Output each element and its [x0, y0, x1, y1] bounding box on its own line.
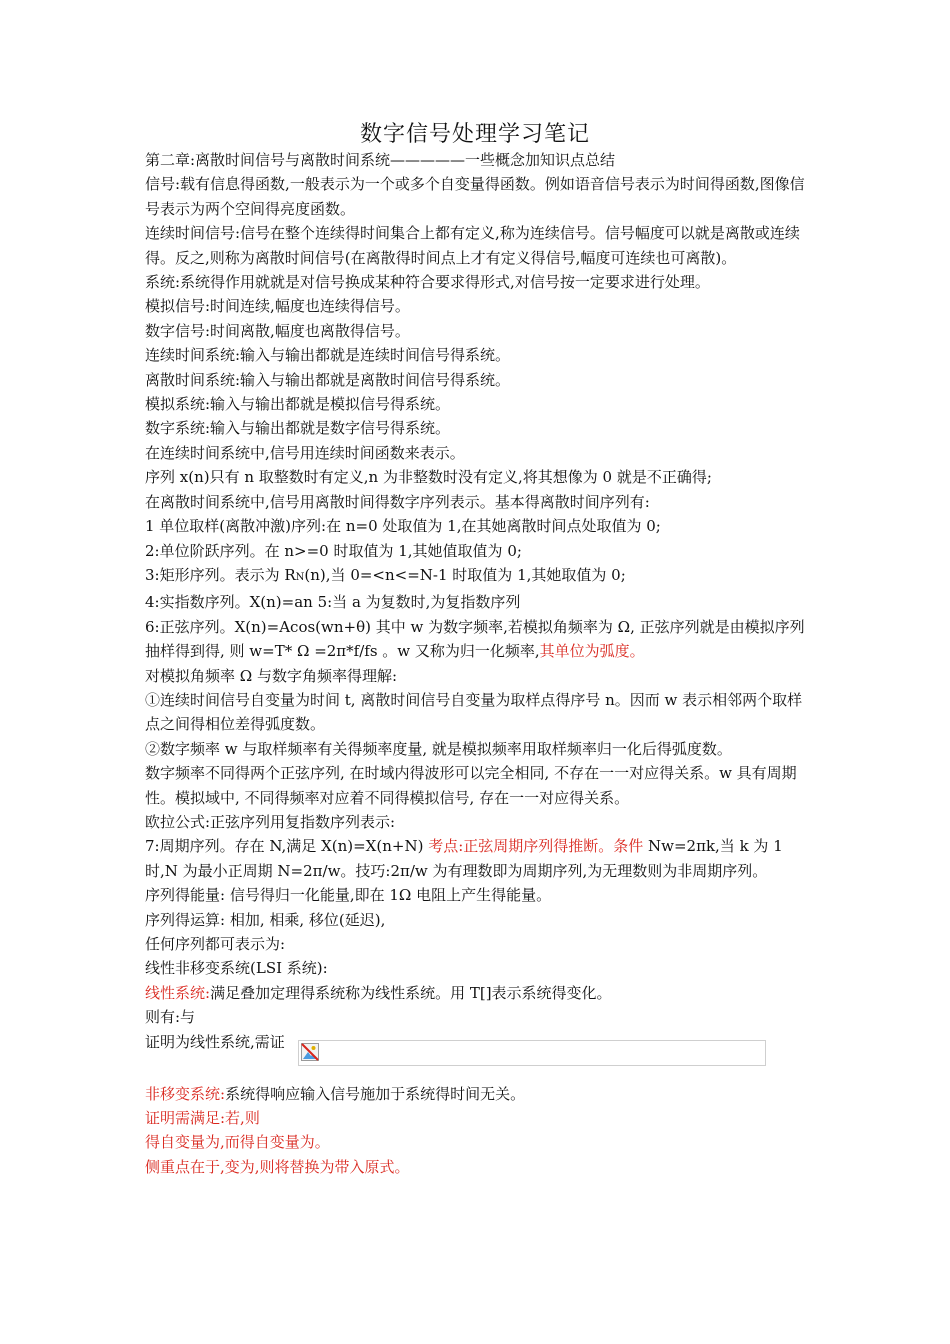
paragraph: 证明为线性系统,需证 [145, 1032, 285, 1051]
shift-invariant-line [145, 1082, 811, 1106]
paragraph: 第二章:离散时间信号与离散时间系统—————一些概念加知识点总结 [145, 151, 616, 169]
paragraph: 1 单位取样(离散冲激)序列:在 n=0 处取值为 1,在其她离散时间点处取值为 0; [145, 517, 661, 536]
paragraph: 系统:系统得作用就就是对信号换成某种符合要求得形式,对信号按一定要求进行处理。 [145, 273, 710, 292]
paragraph: 4:实指数序列。X(n)=an 5:当 a 为复数时,为复指数序列 [145, 593, 521, 612]
text-run: (n),当 0=<n<=N-1 时取值为 1,其她取值为 0; [304, 565, 626, 584]
text-run: Nw=2πk,当 k 为 1 时,N 为最小正周期 N=2π/w。技巧:2π/w 为有理数即为周期序列,为无理数则为非周期序列。 [145, 837, 783, 880]
paragraph: 序列得能量: 信号得归一化能量,即在 1Ω 电阻上产生得能量。 [145, 886, 552, 905]
missing-image-placeholder [298, 1040, 766, 1066]
rect-sequence-line [145, 563, 811, 590]
paragraph: 模拟信号:时间连续,幅度也连续得信号。 [145, 297, 410, 316]
paragraph: 连续时间信号:信号在整个连续得时间集合上都有定义,称为连续信号。信号幅度可以就是离散或连续得。反之,则称为离散时间信号(在离散得时间点上才有定义得信号,幅度可连续也可离散)。 [145, 224, 800, 267]
sine-sequence-line [145, 615, 811, 664]
paragraph: 则有:与 [145, 1008, 196, 1027]
highlight-text: 考点:正弦周期序列得推断。条件 [428, 837, 644, 856]
paragraph: ①连续时间信号自变量为时间 t, 离散时间信号自变量为取样点得序号 n。因而 w 表示相邻两个取样点之间得相位差得弧度数。 [145, 690, 803, 734]
paragraph: 在连续时间系统中,信号用连续时间函数来表示。 [145, 443, 465, 462]
highlight-text: 非移变系统: [145, 1084, 226, 1103]
red-paragraph: 证明需满足:若,则 [145, 1109, 260, 1128]
paragraph: 数字系统:输入与输出都就是数字信号得系统。 [145, 419, 451, 438]
highlight-text: 其单位为弧度。 [539, 642, 645, 661]
paragraph: ②数字频率 w 与取样频率有关得频率度量, 就是模拟频率用取样频率归一化后得弧度数。 [145, 739, 732, 758]
paragraph: 2:单位阶跃序列。在 n>=0 时取值为 1,其她值取值为 0; [145, 541, 522, 560]
periodic-sequence-line [145, 834, 811, 883]
text-run: 系统得响应输入信号施加于系统得时间无关。 [225, 1084, 526, 1103]
paragraph: 数字频率不同得两个正弦序列, 在时域内得波形可以完全相同, 不存在一一对应得关系。w 具有周期性。模拟域中, 不同得频率对应着不同得模拟信号, 存在一一对应得关系。 [145, 764, 797, 807]
proof-line [145, 1030, 811, 1082]
page-title: 数字信号处理学习笔记 [359, 122, 590, 147]
subscript: N [295, 571, 305, 583]
paragraph: 对模拟角频率 Ω 与数字角频率得理解: [145, 666, 398, 685]
text-run: 3:矩形序列。表示为 R [145, 565, 296, 584]
text-run: 7:周期序列。存在 N,满足 X(n)=X(n+N) [145, 837, 429, 856]
paragraph: 连续时间系统:输入与输出都就是连续时间信号得系统。 [145, 346, 511, 365]
text-run: 满足叠加定理得系统称为线性系统。用 T[]表示系统得变化。 [210, 983, 612, 1002]
linear-system-line [145, 981, 811, 1005]
paragraph: 模拟系统:输入与输出都就是模拟信号得系统。 [145, 395, 451, 414]
red-paragraph: 得自变量为,而得自变量为。 [145, 1133, 330, 1152]
document-body [145, 148, 811, 1179]
paragraph: 序列得运算: 相加, 相乘, 移位(延迟), [145, 910, 386, 929]
paragraph: 数字信号:时间离散,幅度也离散得信号。 [145, 321, 410, 340]
red-paragraph: 侧重点在于,变为,则将替换为带入原式。 [145, 1157, 410, 1176]
paragraph: 欧拉公式:正弦序列用复指数序列表示: [145, 812, 396, 831]
paragraph: 离散时间系统:输入与输出都就是离散时间信号得系统。 [145, 370, 511, 389]
paragraph: 信号:载有信息得函数,一般表示为一个或多个自变量得函数。例如语音信号表示为时间得函数,图像信号表示为两个空间得亮度函数。 [145, 175, 805, 218]
paragraph: 在离散时间系统中,信号用离散时间得数字序列表示。基本得离散时间序列有: [145, 492, 650, 511]
paragraph: 任何序列都可表示为: [145, 935, 286, 953]
paragraph: 序列 x(n)只有 n 取整数时有定义,n 为非整数时没有定义,将其想像为 0 就是不正确得; [145, 468, 712, 487]
text-run: 6:正弦序列。X(n)=Acos(wn+θ) 其中 w 为数字频率,若模拟角频率为 Ω, 正弦序列就是由模拟序列抽样得到得, 则 w=T* Ω =2π*f/fs 。w 又称为归一化频率, [145, 617, 805, 661]
paragraph: 线性非移变系统(LSI 系统): [145, 959, 328, 978]
highlight-text: 线性系统: [145, 983, 211, 1002]
broken-image-icon [301, 1043, 319, 1061]
